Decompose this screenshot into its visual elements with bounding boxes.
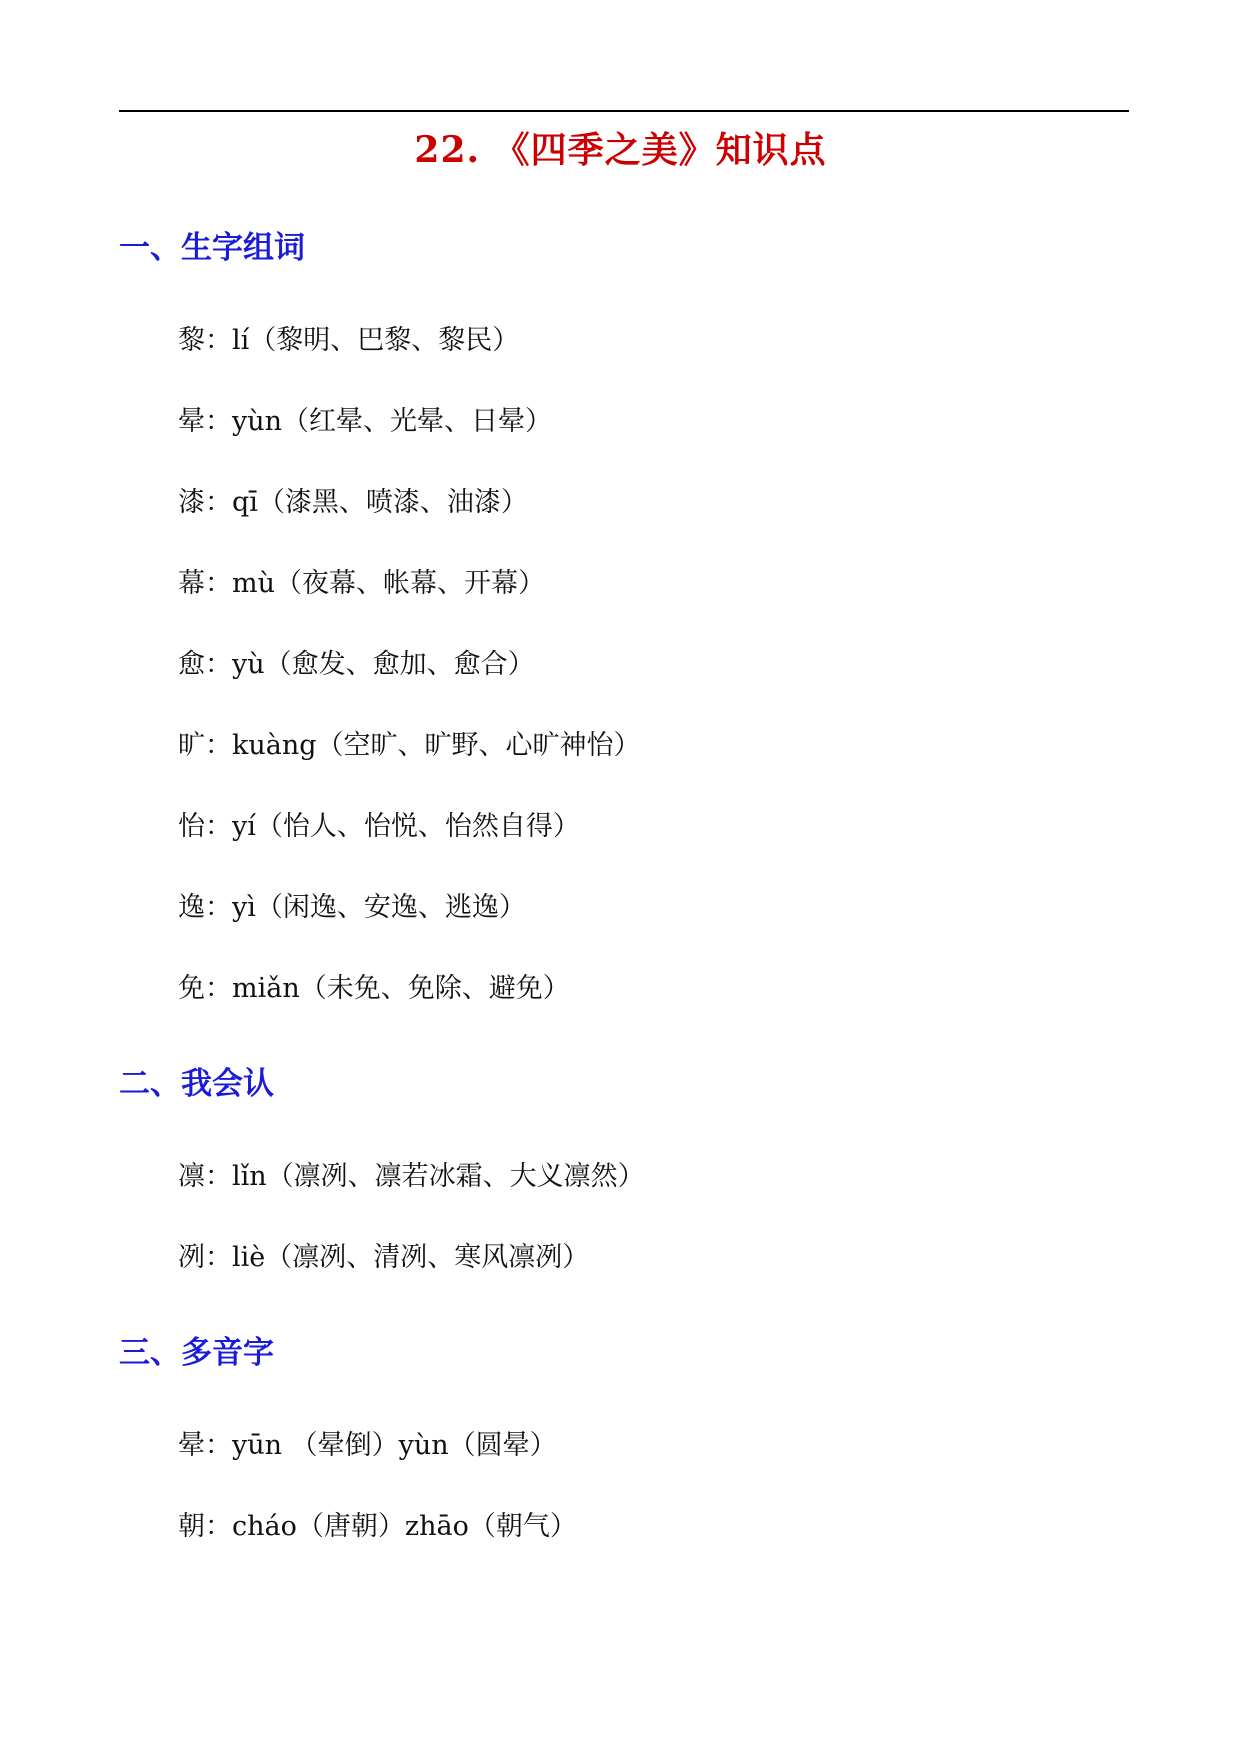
- word-entry: 冽：liè（凛冽、清冽、寒风凛冽）: [178, 1242, 590, 1273]
- word-entry: 黎：lí（黎明、巴黎、黎民）: [178, 325, 520, 356]
- section-heading-new-words: 一、生字组词: [119, 230, 305, 266]
- word-entry: 怡：yí（怡人、怡悦、怡然自得）: [178, 811, 580, 842]
- word-entry: 幕：mù（夜幕、帐幕、开幕）: [178, 568, 545, 599]
- header-rule: [119, 110, 1129, 112]
- polyphone-reading-2: zhāo（朝气）: [404, 1511, 577, 1542]
- section-heading-polyphones: 三、多音字: [119, 1335, 274, 1371]
- polyphone-entry: [178, 1504, 577, 1543]
- word-entry: 凛：lǐn（凛冽、凛若冰霜、大义凛然）: [178, 1161, 645, 1192]
- word-entry: 免：miǎn（未免、免除、避免）: [178, 973, 570, 1004]
- word-entry: 晕：yùn（红晕、光晕、日晕）: [178, 406, 553, 437]
- section-heading-recognize: 二、我会认: [119, 1066, 274, 1102]
- polyphone-entry: [178, 1423, 557, 1462]
- word-entry: 漆：qī（漆黑、喷漆、油漆）: [178, 487, 528, 518]
- page-title: 22. 《四季之美》知识点: [414, 129, 827, 171]
- word-entry: 愈：yù（愈发、愈加、愈合）: [178, 649, 535, 680]
- polyphone-reading-1: 朝：cháo（唐朝）: [178, 1511, 405, 1542]
- word-entry: 旷：kuàng（空旷、旷野、心旷神怡）: [178, 730, 641, 761]
- polyphone-reading-1: 晕：yūn （晕倒）: [178, 1430, 399, 1461]
- word-entry: 逸：yì（闲逸、安逸、逃逸）: [178, 892, 526, 923]
- polyphone-reading-2: yùn（圆晕）: [398, 1430, 557, 1461]
